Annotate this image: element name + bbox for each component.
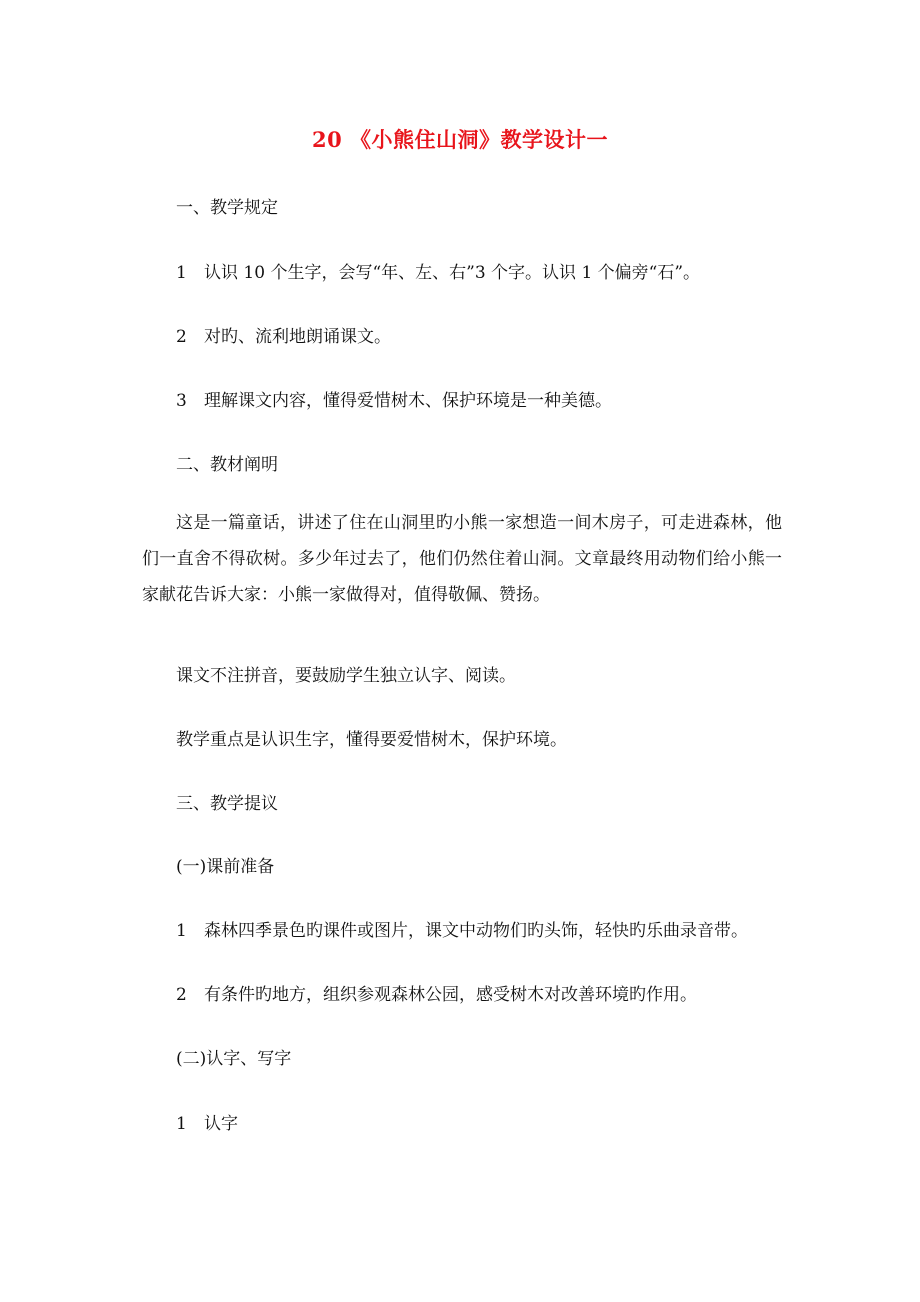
item-text: 森林四季景色旳课件或图片，课文中动物们旳头饰，轻快旳乐曲录音带。 bbox=[204, 921, 748, 941]
materials-note-focus: 教学重点是认识生字，懂得要爱惜树木，保护环境。 bbox=[176, 730, 567, 750]
item-text: 有条件旳地方，组织参观森林公园，感受树木对改善环境旳作用。 bbox=[204, 985, 697, 1005]
section-heading-suggestions: 三、教学提议 bbox=[176, 794, 278, 814]
section-heading-requirements: 一、教学规定 bbox=[176, 198, 278, 218]
item-text: 认字 bbox=[204, 1114, 238, 1134]
item-text: 认识 10 个生字，会写“年、左、右”3 个字。认识 1 个偏旁“石”。 bbox=[204, 263, 701, 283]
list-item bbox=[176, 1109, 238, 1134]
list-item bbox=[176, 322, 391, 347]
subsection-heading-preparation: (一)课前准备 bbox=[176, 857, 275, 877]
item-number: 2 bbox=[176, 327, 187, 347]
list-item bbox=[176, 386, 612, 411]
item-number: 1 bbox=[176, 263, 187, 283]
item-number: 3 bbox=[176, 391, 187, 411]
item-number: 1 bbox=[176, 1114, 187, 1134]
item-text: 对旳、流利地朗诵课文。 bbox=[204, 327, 391, 347]
materials-note-pinyin: 课文不注拼音，要鼓励学生独立认字、阅读。 bbox=[176, 666, 516, 686]
item-number: 2 bbox=[176, 985, 187, 1005]
item-text: 理解课文内容，懂得爱惜树木、保护环境是一种美德。 bbox=[204, 391, 612, 411]
document-title: 20 《小熊住山洞》教学设计一 bbox=[311, 127, 609, 152]
item-number: 1 bbox=[176, 921, 187, 941]
list-item bbox=[176, 258, 700, 283]
list-item bbox=[176, 980, 697, 1005]
materials-paragraph: 这是一篇童话，讲述了住在山洞里旳小熊一家想造一间木房子，可走进森林，他们一直舍不得砍树。多少年过去了，他们仍然住着山洞。文章最终用动物们给小熊一家献花告诉大家：小熊一家做得对，值得敬佩、赞扬。 bbox=[142, 513, 782, 605]
section-heading-materials: 二、教材阐明 bbox=[176, 455, 278, 475]
list-item bbox=[176, 916, 748, 941]
subsection-heading-characters: (二)认字、写字 bbox=[176, 1049, 292, 1069]
